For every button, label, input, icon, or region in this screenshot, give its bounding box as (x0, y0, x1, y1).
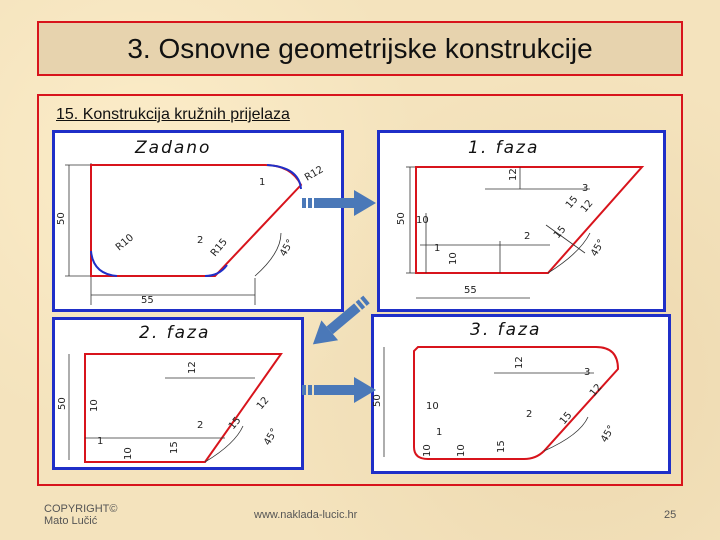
dim-10a: 10 (89, 399, 100, 412)
arc-r12 (267, 165, 301, 189)
outline-shape (85, 354, 281, 462)
dim-height: 50 (56, 212, 67, 225)
zadano-drawing (55, 133, 341, 309)
dim-angle: 45° (599, 423, 618, 445)
arc-r10 (91, 251, 117, 276)
dim-15b: 15 (551, 224, 569, 241)
arrow-right-1 (298, 188, 380, 218)
faza1-heading: 1. faza (468, 138, 540, 158)
panel-faza3 (371, 314, 671, 474)
point-2: 2 (197, 420, 204, 431)
dim-10a: 10 (426, 401, 439, 412)
arrow-down-left (298, 284, 386, 356)
copyright-line-1: COPYRIGHT© (44, 503, 118, 515)
dim-10a: 10 (416, 215, 429, 226)
point-1: 1 (259, 177, 266, 188)
slide-title: 3. Osnovne geometrijske konstrukcije (127, 32, 593, 64)
dim-height: 50 (57, 397, 68, 410)
point-1: 1 (434, 243, 441, 254)
dim-15a: 15 (226, 415, 244, 432)
angle-arc (255, 233, 281, 276)
angle-arc (205, 426, 243, 462)
point-1: 1 (97, 436, 104, 447)
panel-faza2 (52, 317, 304, 470)
dim-12a: 12 (187, 361, 198, 374)
dim-12b: 12 (587, 382, 605, 399)
faza3-heading: 3. faza (470, 320, 542, 340)
dim-10b: 10 (422, 444, 433, 457)
faza2-drawing (55, 320, 301, 467)
slide-subtitle: 15. Konstrukcija kružnih prijelaza (56, 106, 290, 123)
dim-height: 50 (396, 212, 407, 225)
zadano-heading: Zadano (135, 138, 212, 158)
dim-height: 50 (372, 394, 383, 407)
dim-12a: 12 (508, 168, 519, 181)
dim-r10: R10 (113, 232, 137, 254)
dim-15a: 15 (557, 410, 575, 427)
point-3: 3 (582, 183, 589, 194)
faza1-drawing (380, 133, 663, 309)
dim-angle: 45° (262, 426, 281, 448)
page-number: 25 (664, 509, 677, 521)
faza2-heading: 2. faza (139, 323, 211, 343)
dim-12a: 12 (514, 356, 525, 369)
dim-r12: R12 (303, 164, 326, 184)
dim-10b: 10 (448, 252, 459, 265)
dim-15b: 15 (169, 441, 180, 454)
dim-angle: 45° (278, 237, 297, 259)
dim-10c: 10 (456, 444, 467, 457)
dim-12b: 12 (578, 198, 596, 215)
copyright-line-2: Mato Lučić (44, 515, 98, 527)
point-2: 2 (524, 231, 531, 242)
dim-r15: R15 (208, 236, 230, 259)
point-2: 2 (197, 235, 204, 246)
footer-website: www.naklada-lucic.hr (254, 509, 358, 521)
dim-15a: 15 (563, 194, 581, 211)
dim-width: 55 (464, 285, 477, 296)
dim-width: 55 (141, 295, 154, 306)
footer-copyright (44, 503, 118, 527)
outline-shape (91, 165, 301, 276)
point-2: 2 (526, 409, 533, 420)
panel-faza1 (377, 130, 666, 312)
dim-10b: 10 (123, 447, 134, 460)
dim-angle: 45° (589, 237, 608, 259)
arrow-right-2 (298, 375, 380, 405)
faza3-drawing (374, 317, 668, 471)
title-box (37, 21, 683, 76)
point-1: 1 (436, 427, 443, 438)
point-3: 3 (584, 367, 591, 378)
dim-15b: 15 (496, 440, 507, 453)
dim-12b: 12 (254, 395, 272, 412)
